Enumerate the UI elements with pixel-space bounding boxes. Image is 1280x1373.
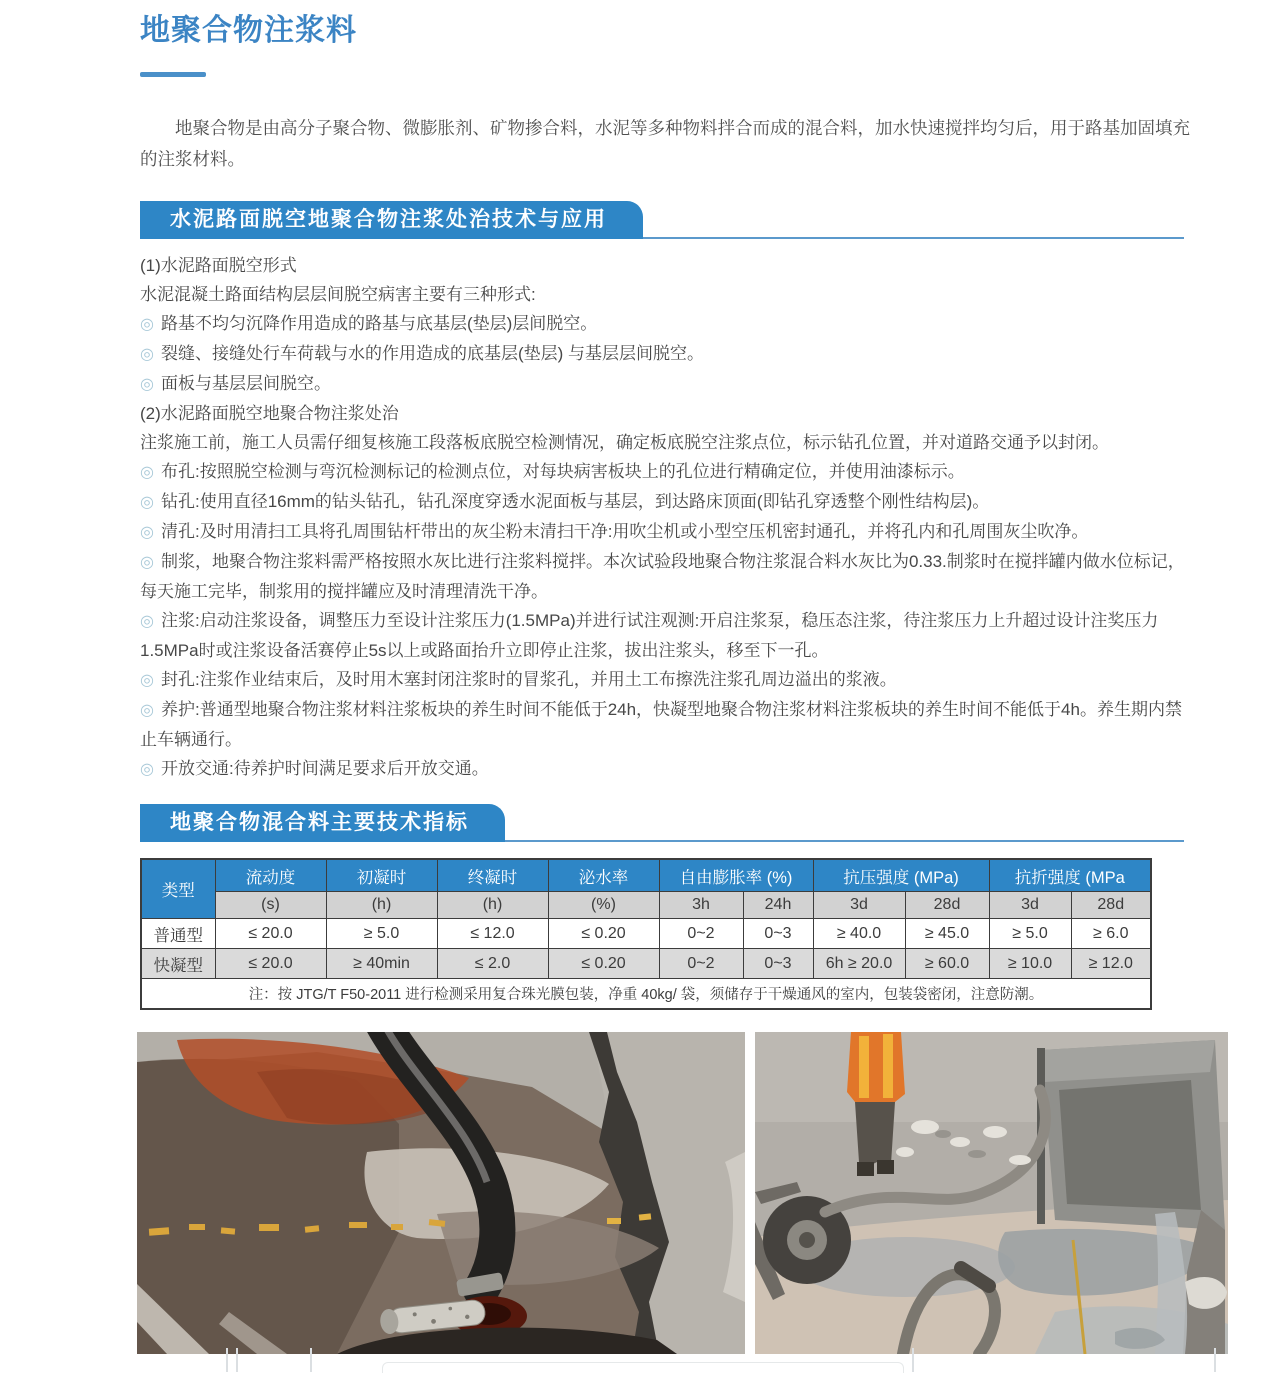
- photo-construction-site: [755, 1032, 1228, 1354]
- column-sub-header: 3d: [813, 892, 905, 919]
- column-sub-header: 28d: [905, 892, 989, 919]
- column-unit-header: (h): [437, 892, 548, 919]
- section-banner-technology-label: 水泥路面脱空地聚合物注浆处治技术与应用: [140, 201, 643, 239]
- column-unit-header: (%): [548, 892, 659, 919]
- column-unit-header: (s): [215, 892, 326, 919]
- bullet-item: ◎ 裂缝、接缝处行车荷载与水的作用造成的底基层(垫层) 与基层层间脱空。: [140, 344, 705, 363]
- ring-bullet-icon: ◎: [140, 494, 154, 511]
- table-cell: ≥ 10.0: [989, 949, 1071, 979]
- table-row: [141, 919, 1151, 949]
- grouting-hose-photo-graphic: [137, 1032, 745, 1354]
- table-cell: ≤ 20.0: [215, 919, 326, 949]
- cutoff-line: [1214, 1348, 1216, 1372]
- section-banner-technology: [140, 201, 1190, 239]
- table-cell: ≤ 20.0: [215, 949, 326, 979]
- column-header: 初凝时: [326, 859, 437, 892]
- table-cell: 0~2: [659, 949, 743, 979]
- table-cell: 0~3: [743, 919, 813, 949]
- ring-bullet-icon: ◎: [140, 761, 154, 778]
- cutoff-shape: [382, 1362, 904, 1373]
- table-cell: 6h ≥ 20.0: [813, 949, 905, 979]
- table-cell: ≥ 40min: [326, 949, 437, 979]
- ring-bullet-icon: ◎: [140, 464, 154, 481]
- construction-site-photo-graphic: [755, 1032, 1228, 1354]
- bullet-item: ◎ 路基不均匀沉降作用造成的路基与底基层(垫层)层间脱空。: [140, 314, 598, 333]
- bullet-item: ◎ 面板与基层层间脱空。: [140, 374, 331, 393]
- column-group-header: 抗折强度 (MPa: [989, 859, 1151, 892]
- section-banner-specs-label: 地聚合物混合料主要技术指标: [140, 804, 505, 842]
- row-type-cell: 普通型: [141, 919, 215, 949]
- ring-bullet-icon: ◎: [140, 613, 154, 630]
- table-note: 注：按 JTG/T F50-2011 进行检测采用复合珠光膜包装，净重 40kg/ 袋，须储存于干燥通风的室内，包装袋密闭，注意防潮。: [141, 979, 1151, 1010]
- intro-paragraph: 地聚合物是由高分子聚合物、微膨胀剂、矿物掺合料，水泥等多种物料拌合而成的混合料，加水快速搅拌均匀后，用于路基加固填充的注浆材料。: [140, 118, 1190, 169]
- cutoff-line: [310, 1348, 312, 1372]
- table-cell: ≤ 2.0: [437, 949, 548, 979]
- table-cell: ≥ 60.0: [905, 949, 989, 979]
- column-sub-header: 3d: [989, 892, 1071, 919]
- table-cell: ≤ 0.20: [548, 919, 659, 949]
- column-sub-header: 24h: [743, 892, 813, 919]
- ring-bullet-icon: ◎: [140, 376, 154, 393]
- section-banner-specs: [140, 804, 1190, 842]
- cutoff-line: [226, 1348, 228, 1372]
- cutoff-line: [236, 1348, 238, 1372]
- bullet-item: ◎ 注浆:启动注浆设备，调整压力至设计注浆压力(1.5MPa)并进行试注观测:开启注浆泵，稳压态注浆，待注浆压力上升超过设计注奖压力1.5MPa时或注浆设备活赛停止5s以上或路面抬升立即停止注浆，拔出注浆头，移至下一孔。: [140, 611, 1159, 660]
- table-cell: ≥ 5.0: [989, 919, 1071, 949]
- column-sub-header: 28d: [1071, 892, 1151, 919]
- row-type-cell: 快凝型: [141, 949, 215, 979]
- text-line: 水泥混凝土路面结构层层间脱空病害主要有三种形式:: [140, 285, 536, 304]
- table-cell: ≥ 45.0: [905, 919, 989, 949]
- bullet-item: ◎ 布孔:按照脱空检测与弯沉检测标记的检测点位，对每块病害板块上的孔位进行精确定位，并使用油漆标示。: [140, 462, 965, 481]
- table-cell: ≤ 0.20: [548, 949, 659, 979]
- table-cell: 0~3: [743, 949, 813, 979]
- bullet-item: ◎ 清孔:及时用清扫工具将孔周围钻杆带出的灰尘粉末清扫干净:用吹尘机或小型空压机密封通孔，并将孔内和孔周围灰尘吹净。: [140, 522, 1089, 541]
- text-line: (1)水泥路面脱空形式: [140, 256, 297, 275]
- table-cell: ≥ 40.0: [813, 919, 905, 949]
- table-cell: ≥ 6.0: [1071, 919, 1151, 949]
- spec-table: [140, 858, 1152, 1010]
- text-line: (2)水泥路面脱空地聚合物注浆处治: [140, 404, 399, 423]
- bullet-item: ◎ 开放交通:待养护时间满足要求后开放交通。: [140, 759, 489, 778]
- bullet-item: ◎ 钻孔:使用直径16mm的钻头钻孔，钻孔深度穿透水泥面板与基层，到达路床顶面(即钻孔穿透整个刚性结构层)。: [140, 492, 990, 511]
- table-note-row: [141, 979, 1151, 1010]
- ring-bullet-icon: ◎: [140, 524, 154, 541]
- bullet-item: ◎ 制浆，地聚合物注浆料需严格按照水灰比进行注浆料搅拌。本次试验段地聚合物注浆混合料水灰比为0.33.制浆时在搅拌罐内做水位标记，每天施工完毕，制浆用的搅拌罐应及时清理清洗干净。: [140, 552, 1185, 601]
- bullet-item: ◎ 封孔:注浆作业结束后，及时用木塞封闭注浆时的冒浆孔，并用土工布擦洗注浆孔周边溢出的浆液。: [140, 670, 897, 689]
- photo-row: [137, 1032, 1228, 1354]
- column-sub-header: 3h: [659, 892, 743, 919]
- page-title: 地聚合物注浆料: [140, 14, 357, 47]
- column-unit-header: (h): [326, 892, 437, 919]
- table-corner-type-header: 类型: [141, 859, 215, 919]
- photo-grouting-hose: [137, 1032, 745, 1354]
- cutoff-line: [912, 1348, 914, 1372]
- table-row: [141, 949, 1151, 979]
- ring-bullet-icon: ◎: [140, 316, 154, 333]
- table-cell: ≤ 12.0: [437, 919, 548, 949]
- column-header: 泌水率: [548, 859, 659, 892]
- bullet-item: ◎ 养护:普通型地聚合物注浆材料注浆板块的养生时间不能低于24h，快凝型地聚合物注浆材料注浆板块的养生时间不能低于4h。养生期内禁止车辆通行。: [140, 700, 1182, 749]
- ring-bullet-icon: ◎: [140, 346, 154, 363]
- section-body: [140, 251, 1196, 784]
- column-group-header: 抗压强度 (MPa): [813, 859, 989, 892]
- table-cell: ≥ 12.0: [1071, 949, 1151, 979]
- ring-bullet-icon: ◎: [140, 672, 154, 689]
- title-dash-decoration: [140, 72, 206, 77]
- table-cell: 0~2: [659, 919, 743, 949]
- ring-bullet-icon: ◎: [140, 554, 154, 571]
- table-cell: ≥ 5.0: [326, 919, 437, 949]
- ring-bullet-icon: ◎: [140, 702, 154, 719]
- text-line: 注浆施工前，施工人员需仔细复核施工段落板底脱空检测情况，确定板底脱空注浆点位，标示钻孔位置，并对道路交通予以封闭。: [140, 433, 1109, 452]
- next-section-cutoff: [0, 1348, 1280, 1372]
- column-header: 流动度: [215, 859, 326, 892]
- column-header: 终凝时: [437, 859, 548, 892]
- column-group-header: 自由膨胀率 (%): [659, 859, 813, 892]
